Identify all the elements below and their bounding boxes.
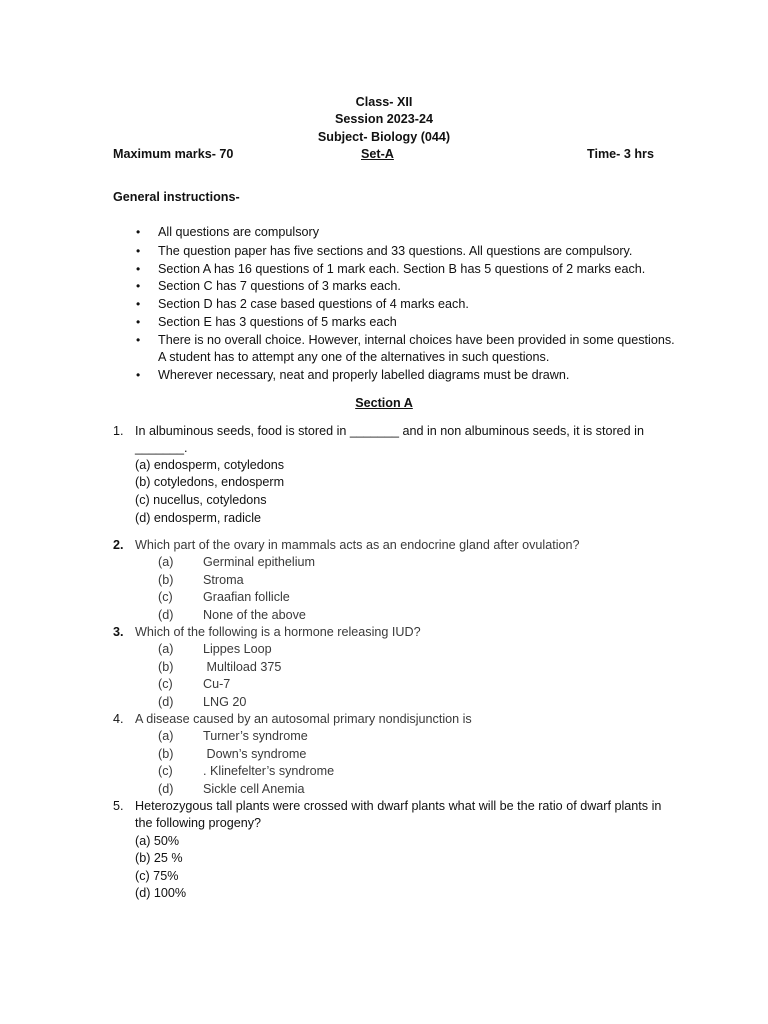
time-label: Time- 3 hrs: [587, 147, 654, 161]
bullet: •: [136, 315, 141, 329]
question-text: Heterozygous tall plants were crossed with dwarf plants what will be the ratio of dwarf plants in: [135, 799, 662, 813]
option-label: (d): [158, 695, 174, 709]
question-text: Which of the following is a hormone releasing IUD?: [135, 625, 421, 639]
option-text: Stroma: [203, 573, 244, 587]
question-number: 2.: [113, 538, 124, 552]
option-label: (d): [158, 608, 174, 622]
option-text: Graafian follicle: [203, 590, 290, 604]
option: (a) endosperm, cotyledons: [135, 458, 285, 472]
option: (a) 50%: [135, 834, 180, 848]
option: (d) 100%: [135, 886, 187, 900]
option: (c) nucellus, cotyledons: [135, 493, 267, 507]
question-text: Which part of the ovary in mammals acts as an endocrine gland after ovulation?: [135, 538, 580, 552]
bullet: •: [136, 297, 141, 311]
option-label: (c): [158, 764, 173, 778]
option-text: . Klinefelter’s syndrome: [203, 764, 335, 778]
instructions-heading: General instructions-: [113, 190, 240, 204]
max-marks: Maximum marks- 70: [113, 147, 234, 161]
section-title: Section A: [355, 396, 413, 410]
instruction-item: Wherever necessary, neat and properly labelled diagrams must be drawn.: [158, 368, 570, 382]
option-text: LNG 20: [203, 695, 247, 709]
option-text: Down’s syndrome: [203, 747, 307, 761]
bullet: •: [136, 279, 141, 293]
option: (b) cotyledons, endosperm: [135, 475, 285, 489]
question-text: In albuminous seeds, food is stored in _______ and in non albuminous seeds, it is stored in: [135, 424, 644, 438]
option-label: (b): [158, 573, 174, 587]
bullet: •: [136, 368, 141, 382]
option-text: Turner’s syndrome: [203, 729, 308, 743]
instruction-item: All questions are compulsory: [158, 225, 319, 239]
set-label: Set-A: [361, 147, 394, 161]
instruction-item-continued: A student has to attempt any one of the alternatives in such questions.: [158, 350, 550, 364]
option: (b) 25 %: [135, 851, 183, 865]
instruction-item: Section C has 7 questions of 3 marks each.: [158, 279, 401, 293]
option-text: Germinal epithelium: [203, 555, 315, 569]
option-text: Multiload 375: [203, 660, 282, 674]
question-number: 5.: [113, 799, 124, 813]
option-label: (b): [158, 660, 174, 674]
option-label: (a): [158, 642, 174, 656]
option-label: (a): [158, 729, 174, 743]
instruction-item: Section D has 2 case based questions of 4 marks each.: [158, 297, 469, 311]
question-number: 4.: [113, 712, 124, 726]
question-number: 1.: [113, 424, 124, 438]
option-text: None of the above: [203, 608, 306, 622]
option: (d) endosperm, radicle: [135, 511, 261, 525]
bullet: •: [136, 333, 141, 347]
question-text-continued: the following progeny?: [135, 816, 262, 830]
bullet: •: [136, 262, 141, 276]
bullet: •: [136, 244, 141, 258]
option-label: (c): [158, 677, 173, 691]
class-title: Class- XII: [355, 95, 413, 109]
option-label: (b): [158, 747, 174, 761]
instruction-item: Section E has 3 questions of 5 marks each: [158, 315, 397, 329]
instruction-item: Section A has 16 questions of 1 mark each. Section B has 5 questions of 2 marks each.: [158, 262, 646, 276]
option-text: Sickle cell Anemia: [203, 782, 305, 796]
option-label: (d): [158, 782, 174, 796]
session-title: Session 2023-24: [334, 112, 433, 126]
bullet: •: [136, 225, 141, 239]
question-text: A disease caused by an autosomal primary nondisjunction is: [135, 712, 472, 726]
subject-title: Subject- Biology (044): [317, 130, 451, 144]
instruction-item: The question paper has five sections and 33 questions. All questions are compulsory.: [158, 244, 633, 258]
option-label: (c): [158, 590, 173, 604]
option-text: Lippes Loop: [203, 642, 272, 656]
option-text: Cu-7: [203, 677, 231, 691]
question-number: 3.: [113, 625, 124, 639]
question-text-continued: _______.: [135, 441, 188, 455]
option: (c) 75%: [135, 869, 179, 883]
instruction-item: There is no overall choice. However, internal choices have been provided in some questions.: [158, 333, 675, 347]
option-label: (a): [158, 555, 174, 569]
